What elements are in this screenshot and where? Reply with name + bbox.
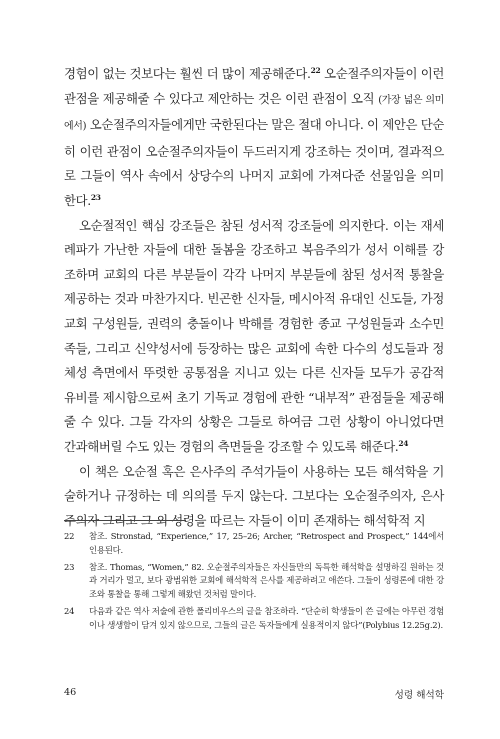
footnote-text: 다음과 같은 역사 저술에 관한 폴리비우스의 글을 참조하라. “단순히 학생들이 쓴 글에는 아무런 경험이나 생생함이 담겨 있지 않으므로, 그들의 글은 독자들에게 실용적이지 않다”(Polybius 12.25g.2).	[89, 605, 444, 630]
footnote-marker-22: 22	[310, 66, 321, 75]
footnote-marker-23: 23	[90, 192, 101, 202]
paragraph-1-text-c: 오순절주의자들에게만 국한된다는 말은 절대 아니다. 이 제안은 단순히 이런 관점이 오순절주의자들이 두드러지게 강조하는 것이며, 결과적으로 그들이 역사 속에서 상당수의 나머지 교회에 가져다준 선물임을 의미한다.	[64, 117, 444, 208]
footnote-24	[64, 605, 444, 633]
paragraph-1-text-a: 경험이 없는 것보다는 훨씬 더 많이 제공해준다.	[64, 66, 311, 81]
footnote-number: 22	[64, 531, 75, 541]
paragraph-1	[64, 62, 444, 214]
page-number: 46	[64, 687, 77, 698]
footnote-number: 23	[64, 561, 75, 572]
paragraph-3: 이 책은 오순절 혹은 은사주의 주석가들이 사용하는 모든 해석학을 기술하거나 규정하는 데 의의를 두지 않는다. 그보다는 오순절주의자, 은사주의자 그리고 그 외 성령을 따르는 자들이 이미 존재하는 해석학적 지	[64, 463, 444, 528]
paragraph-2-text: 오순절적인 핵심 강조들은 참된 성서적 강조들에 의지한다. 이는 재세례파가 가난한 자들에 대한 돌봄을 강조하고 복음주의가 성서 이해를 강조하며 교회의 다른 부분들이 각각 나머지 부분들에 참된 성서적 통찰을 제공하는 것과 마찬가지다. 빈곤한 신자들, 메시아적 유대인 신도들, 가정교회 구성원들, 권력의 충돌이나 박해를 경험한 종교 구성원들과 소수민족들, 그리고 신약성서에 등장하는 많은 교회에 속한 다수의 성도들과 정체성 측면에서 뚜렷한 공통점을 지니고 있는 다른 신자들 모두가 공감적 유비를 제시함으로써 초기 기독교 경험에 관한 “내부적” 관점들을 제공해줄 수 있다. 그들 각자의 상황은 그들로 하여금 그런 상황이 아니었다면 간과해버릴 수도 있는 경험의 측면들을 강조할 수 있도록 해준다.	[64, 217, 444, 454]
footnote-22	[64, 530, 444, 558]
paragraph-2	[64, 214, 444, 460]
footnote-23	[64, 561, 444, 602]
main-text	[64, 62, 444, 533]
footnote-marker-24: 24	[398, 438, 409, 448]
paragraph-1-text-b: 오순절주의자들이 이런 관점을 제공해줄 수 있다고 제안하는 것은 이런 관점이 오직	[64, 66, 445, 106]
paragraph-1-parenthetical: (가장 넓은 의미에서)	[64, 94, 444, 133]
footnote-text: 참조. Stronstad, “Experience,” 17, 25–26; Archer, “Retrospect and Prospect,” 144에서 인용된다.	[89, 531, 444, 555]
running-title: 성령 해석학	[394, 690, 444, 701]
footnote-divider	[64, 520, 186, 521]
footnotes	[64, 530, 444, 636]
footnote-text: 참조. Thomas, “Women,” 82. 오순절주의자들은 자신들만의 독특한 해석학을 설명하길 원하는 것과 거리가 멀고, 보다 광범위한 교회에 해석학적 은사를 제공하려고 애쓴다. 그들이 성령론에 대한 강조와 통찰을 통해 그렇게 해왔던 것처럼 말이다.	[89, 561, 444, 600]
footnote-number: 24	[64, 605, 75, 616]
